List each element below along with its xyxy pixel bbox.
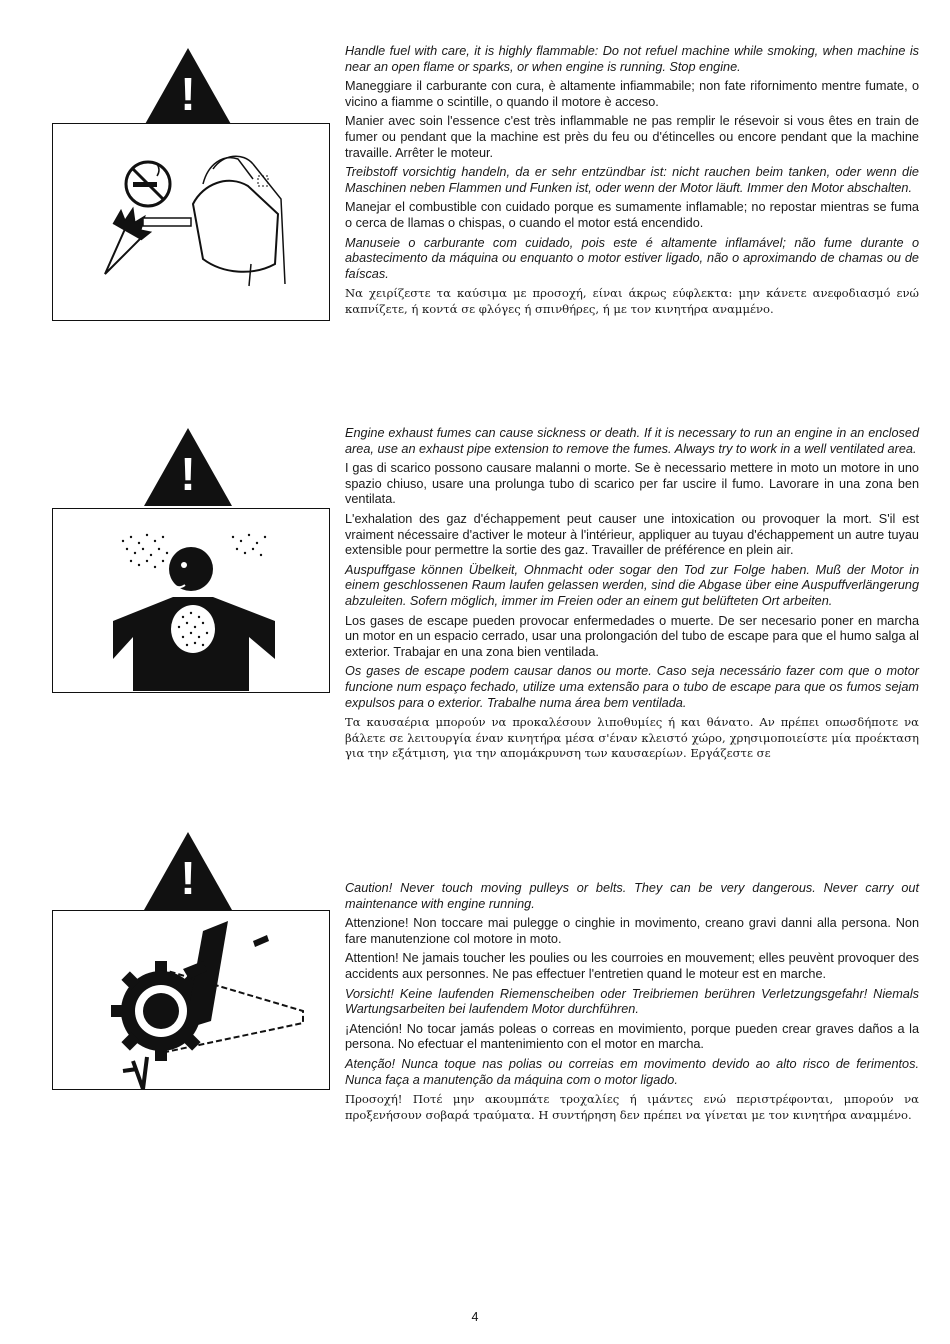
- warning-triangle-icon: [144, 832, 232, 910]
- paragraph-es: Los gases de escape pueden provocar enfermedades o muerte. De ser necesario poner en marcha un motor en un espacio cerrado, usar una prolongación del tubo de escape para que el humo salga al exterior. Trabajar en una zona bien ventilada.: [345, 613, 919, 659]
- paragraph-it: Maneggiare il carburante con cura, è altamente infiammabile; non fate rifornimento mentre fumate, o vicino a fiamme o scintille, o quando il motore è acceso.: [345, 79, 919, 109]
- paragraph-en: Handle fuel with care, it is highly flammable: Do not refuel machine while smoking, when machine is near an open flame or sparks, or when engine is running. Stop engine.: [345, 44, 919, 74]
- paragraph-el: Να χειρίζεστε τα καύσιμα με προσοχή, είναι άκρως εύφλεκτα: μην κάνετε ανεφοδιασμό ενώ καπνίζετε, ή κοντά σε φλόγες ή σπινθήρες, ή με τον κινητήρα αναμμένο.: [345, 286, 919, 316]
- pulley-pictogram: [52, 910, 330, 1090]
- warning-exclamation: !: [180, 448, 196, 500]
- paragraph-it: I gas di scarico possono causare malanni o morte. Se è necessario mettere in moto un motore in uno spazio chiuso, usare una prolunga tubo di scarico per far uscire il fumo. Lavorare in una zona ben ventilata.: [345, 461, 919, 507]
- fuel-pictogram: [52, 123, 330, 321]
- exhaust-warning-text: [345, 426, 919, 766]
- paragraph-en: Caution! Never touch moving pulleys or belts. They can be very dangerous. Never carry out maintenance with engine running.: [345, 881, 919, 911]
- no-smoking-refuel-icon: [53, 124, 331, 322]
- paragraph-de: Treibstoff vorsichtig handeln, da er sehr entzündbar ist: nicht rauchen beim tanken, oder wenn die Maschinen neben Flammen und Funken ist, oder wenn der Motor läuft. Immer den Motor abschalten.: [345, 165, 919, 195]
- warning-triangle-icon: [144, 48, 232, 126]
- paragraph-el: Τα καυσαέρια μπορούν να προκαλέσουν λιποθυμίες ή και θάνατο. Αν πρέπει οπωσδήποτε να βάλετε σε λειτουργία έναν κινητήρα μέσα σ'έναν κλειστό χώρο, χρησιμοποιείστε μία προέκταση για την εξάτμιση, για την απομάκρυνση των καυσαερίων. Εργάζεστε σε: [345, 715, 919, 761]
- paragraph-pt: Manuseie o carburante com cuidado, pois este é altamente inflamável; não fume durante o abastecimento da máquina ou enquanto o motor estiver ligado, não o aproximando de chamas ou de faíscas.: [345, 235, 919, 281]
- pulley-warning-text: [345, 881, 919, 1127]
- paragraph-el: Προσοχή! Ποτέ μην ακουμπάτε τροχαλίες ή ιμάντες ενώ περιστρέφονται, μπορούν να προξενήσουν σοβαρά τραύματα. Η συντήρηση δεν πρέπει να γίνεται με τον κινητήρα αναμμένο.: [345, 1092, 919, 1122]
- moving-pulley-hand-icon: [53, 911, 331, 1091]
- toxic-fumes-icon: [53, 509, 331, 694]
- page-number: 4: [471, 1310, 479, 1324]
- paragraph-pt: Atenção! Nunca toque nas polias ou correias em movimento devido ao alto risco de ferimentos. Nunca faça a manutenção da máquina com o motor ligado.: [345, 1056, 919, 1087]
- paragraph-it: Attenzione! Non toccare mai pulegge o cinghie in movimento, creano gravi danni alla persona. Non fare manutenzione col motore in moto.: [345, 916, 919, 946]
- paragraph-de: Auspuffgase können Übelkeit, Ohnmacht oder sogar den Tod zur Folge haben. Muß der Motor in einem geschlossenen Raum laufen gelassen werden, sind die Abgase über eine Auspuffverlängerung abzuleiten. Sofern möglich, immer im Freien oder an einem gut belüfteten Ort arbeiten.: [345, 562, 919, 608]
- warning-triangle-icon: [144, 428, 232, 506]
- warning-exclamation: !: [180, 852, 196, 904]
- exhaust-pictogram: [52, 508, 330, 693]
- paragraph-fr: Manier avec soin l'essence c'est très inflammable ne pas remplir le résevoir si vous êtes en train de fumer ou pendant que la machine est près du feu ou d'étincelles ou encore pendant que la machine travaille. Arrêter le moteur.: [345, 114, 919, 160]
- paragraph-en: Engine exhaust fumes can cause sickness or death. If it is necessary to run an engine in an enclosed area, use an exhaust pipe extension to remove the fumes. Always try to work in a well ventilated area.: [345, 426, 919, 456]
- paragraph-fr: L'exhalation des gaz d'échappement peut causer une intoxication ou provoquer la mort. S'il est vraiment nécessaire d'activer le moteur à l'intérieur, appliquer au tuyau d'échappement un autre tuyau extensible pour permettre la sortie des gaz. Travailler de préférence en plein air.: [345, 511, 919, 558]
- paragraph-es: Manejar el combustible con cuidado porque es sumamente inflamable; no repostar mientras se fuma o cerca de llamas o chispas, o cuando el motor está encendido.: [345, 200, 919, 230]
- fuel-warning-text: [345, 44, 919, 322]
- paragraph-fr: Attention! Ne jamais toucher les poulies ou les courroies en mouvement; elles peuvènt provoquer des accidents aux personnes. Ne pas effectuer l'entretien quand le moteur est en marche.: [345, 951, 919, 981]
- paragraph-de: Vorsicht! Keine laufenden Riemenscheiben oder Treibriemen berühren Verletzungsgefahr! Niemals Wartungsarbeiten bei laufendem Motor durchführen.: [345, 986, 919, 1017]
- warning-exclamation: !: [180, 68, 196, 120]
- paragraph-es: ¡Atención! No tocar jamás poleas o correas en movimiento, porque pueden crear graves daños a la persona. No efectuar el mantenimiento con el motor en marcha.: [345, 1021, 919, 1052]
- paragraph-pt: Os gases de escape podem causar danos ou morte. Caso seja necessário fazer com que o motor funcione num espaço fechado, utilize uma extensão para o tubo de escape para que os fumos sejam expulsos para o exterior. Trabalhe numa área bem ventilada.: [345, 664, 919, 710]
